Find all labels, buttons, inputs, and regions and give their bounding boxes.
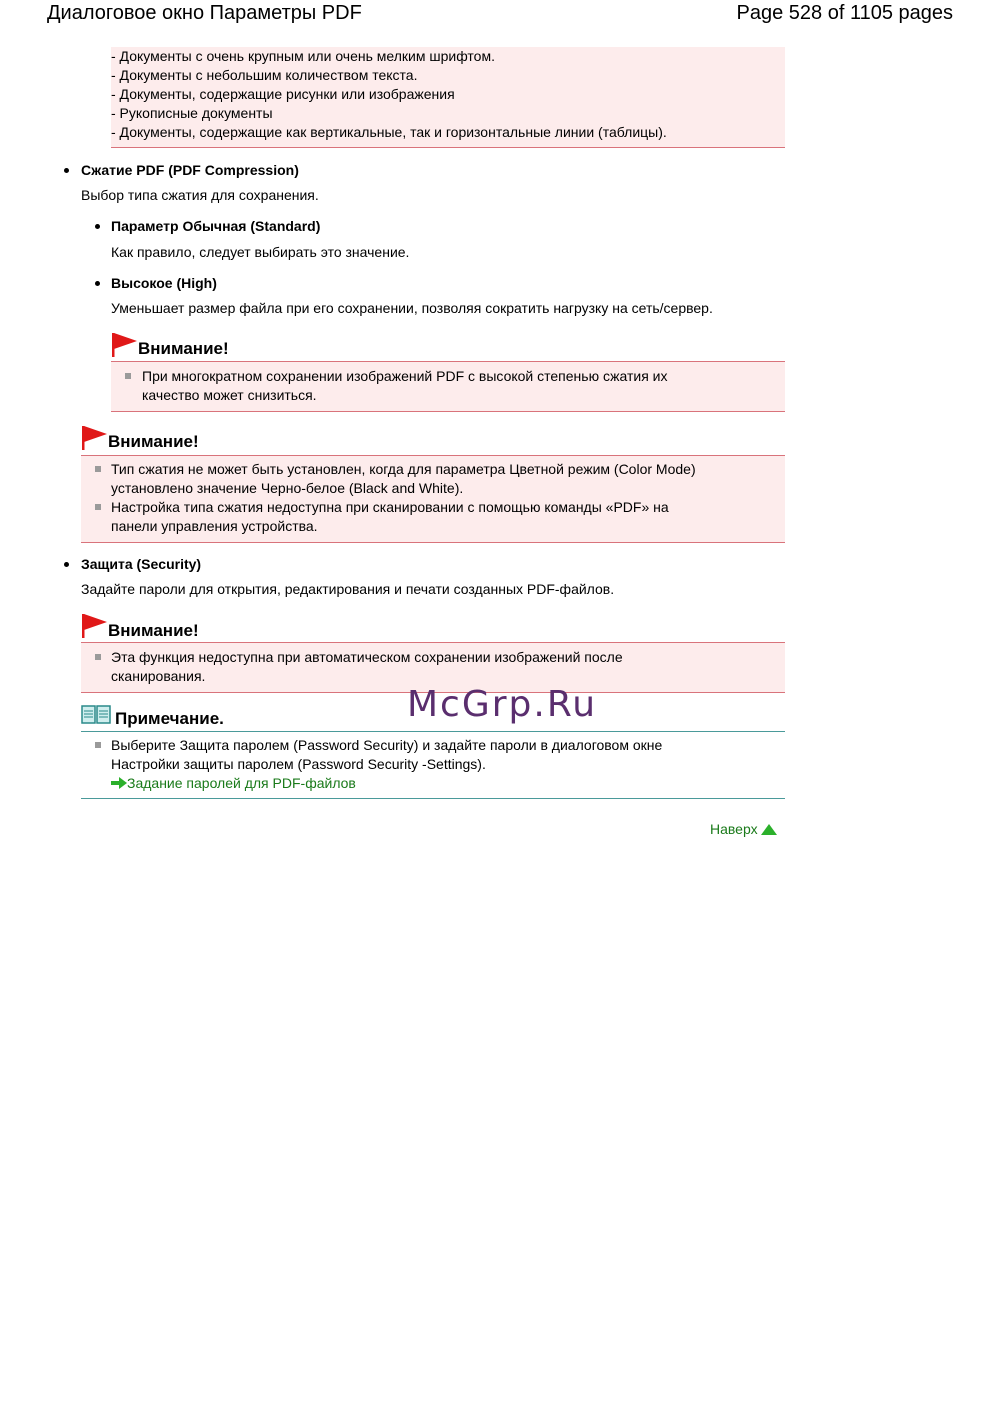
watermark: McGrp.Ru (407, 684, 598, 725)
square-bullet-icon (125, 373, 131, 379)
note-title: Примечание. (115, 709, 224, 728)
list-item: - Документы, содержащие как вертикальные, так и горизонтальные линии (таблицы). (111, 124, 667, 140)
back-to-top-label[interactable]: Наверх (710, 821, 758, 837)
caution-text: Тип сжатия не может быть установлен, когда для параметра Цветной режим (Color Mode) (111, 461, 696, 477)
page-counter: Page 528 of 1105 pages (736, 2, 953, 24)
bullet-icon (95, 224, 100, 229)
compression-heading: Сжатие PDF (PDF Compression) (81, 162, 299, 178)
square-bullet-icon (95, 466, 101, 472)
arrow-right-icon (111, 777, 127, 789)
caution-text: качество может снизиться. (142, 387, 317, 403)
square-bullet-icon (95, 742, 101, 748)
caution-flag-icon (111, 333, 138, 357)
note-divider (81, 798, 785, 799)
caution-text: панели управления устройства. (111, 518, 318, 534)
bullet-icon (95, 281, 100, 286)
caution-flag-icon (81, 614, 108, 638)
caution-text: установлено значение Черно-белое (Black and White). (111, 480, 464, 496)
standard-desc: Как правило, следует выбирать это значение. (111, 244, 410, 260)
book-icon (81, 704, 111, 726)
security-desc: Задайте пароли для открытия, редактирования и печати созданных PDF-файлов. (81, 581, 615, 597)
bullet-icon (64, 168, 69, 173)
arrow-up-icon (761, 823, 777, 835)
back-to-top-link[interactable] (710, 820, 777, 839)
list-item: - Документы с небольшим количеством текста. (111, 67, 418, 83)
list-item: - Документы с очень крупным или очень мелким шрифтом. (111, 48, 495, 64)
compression-desc: Выбор типа сжатия для сохранения. (81, 187, 319, 203)
caution-flag-icon (81, 426, 108, 450)
standard-heading: Параметр Обычная (Standard) (111, 218, 321, 234)
caution-title: Внимание! (138, 339, 229, 358)
caution-text: При многократном сохранении изображений PDF с высокой степенью сжатия их (142, 368, 668, 384)
note-text: Настройки защиты паролем (Password Security -Settings). (111, 756, 486, 772)
page-title: Диалоговое окно Параметры PDF (47, 2, 362, 24)
caution-text: Эта функция недоступна при автоматическом сохранении изображений после (111, 649, 623, 665)
password-link[interactable] (111, 774, 356, 793)
list-item: - Рукописные документы (111, 105, 273, 121)
square-bullet-icon (95, 654, 101, 660)
high-desc: Уменьшает размер файла при его сохранении, позволяя сократить нагрузку на сеть/сервер. (111, 300, 713, 316)
password-link-label[interactable]: Задание паролей для PDF-файлов (127, 775, 356, 791)
caution-text: Настройка типа сжатия недоступна при сканировании с помощью команды «PDF» на (111, 499, 669, 515)
security-heading: Защита (Security) (81, 556, 202, 572)
caution-text: сканирования. (111, 668, 206, 684)
note-divider (81, 731, 785, 732)
list-item: - Документы, содержащие рисунки или изображения (111, 86, 455, 102)
square-bullet-icon (95, 504, 101, 510)
note-text: Выберите Защита паролем (Password Security) и задайте пароли в диалоговом окне (111, 737, 663, 753)
caution-title: Внимание! (108, 621, 199, 640)
high-heading: Высокое (High) (111, 275, 217, 291)
bullet-icon (64, 562, 69, 567)
caution-title: Внимание! (108, 432, 199, 451)
